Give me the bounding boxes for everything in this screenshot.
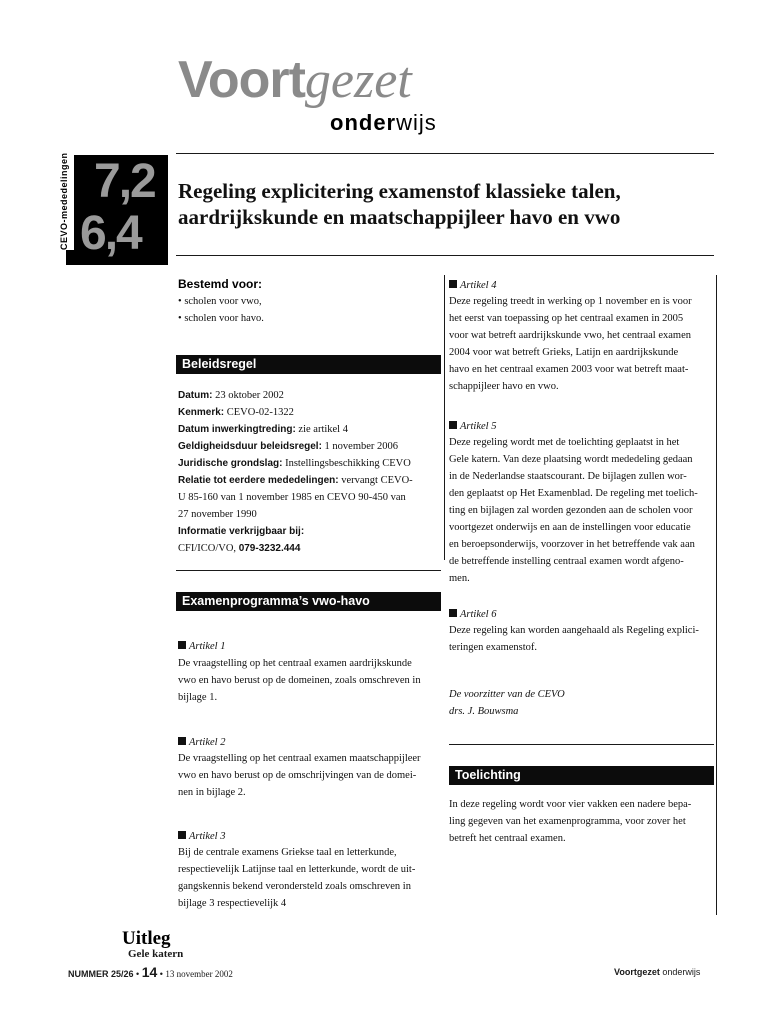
artikel-3-body: Bij de centrale examens Griekse taal en letterkunde, respectievelijk Latijnse taal en letterkunde, wordt de uit- gangskennis bekend verondersteld zoals omschreven in bijlage 3 respectievelijk 4 — [178, 847, 416, 909]
title-line-1: Regeling explicitering examenstof klassieke talen, — [178, 179, 621, 203]
page-number: 14 — [141, 964, 158, 980]
relatie-row-2: U 85-160 van 1 november 1985 en CEVO 90-450 van — [178, 492, 406, 503]
top-rule — [176, 153, 714, 154]
artikel-4-body: Deze regeling treedt in werking op 1 november en is voor het eerst van toepassing op het centraal examen in 2005 voor wat betreft aardrijkskunde vwo, het centraal examen 2004 voor wat betreft Grieks, Latijn en aardrijkskunde havo en het centraal examen 2003 voor wat betreft maat- schappijleer havo en vwo. — [449, 296, 692, 392]
square-bullet-icon — [449, 609, 457, 617]
masthead-gezet: gezet — [304, 52, 412, 109]
masthead-wijs: wijs — [396, 110, 437, 135]
square-bullet-icon — [449, 280, 457, 288]
info-row: CFI/ICO/VO, 079-3232.444 — [178, 543, 301, 554]
square-bullet-icon — [449, 421, 457, 429]
right-edge-rule — [716, 275, 717, 915]
footer-issue: NUMMER 25/26 • 14 • 13 november 2002 — [68, 964, 233, 980]
relatie-row: Relatie tot eerdere mededelingen: vervangt CEVO- — [178, 475, 413, 486]
toelichting-heading: Toelichting — [449, 766, 714, 785]
artikel-2-body: De vraagstelling op het centraal examen maatschappijleer vwo en havo berust op de omschrijvingen van de domei- nen in bijlage 2. — [178, 753, 421, 798]
artikel-1-title: Artikel 1 — [178, 638, 225, 655]
square-bullet-icon — [178, 641, 186, 649]
bestemd-item: • scholen voor havo. — [178, 313, 264, 324]
artikel-6-title: Artikel 6 — [449, 606, 496, 623]
kenmerk-row: Kenmerk: CEVO-02-1322 — [178, 407, 294, 418]
bestemd-list — [178, 293, 264, 327]
artikel-1-body: De vraagstelling op het centraal examen aardrijkskunde vwo en havo berust op de domeinen, zoals omschreven in bijlage 1. — [178, 658, 421, 703]
artikel-6-body: Deze regeling kan worden aangehaald als Regeling explici- teringen examenstof. — [449, 625, 699, 653]
side-tag-label: CEVO-mededelingen — [54, 146, 74, 250]
signature-name: drs. J. Bouwsma — [449, 706, 519, 717]
signature-role: De voorzitter van de CEVO — [449, 689, 565, 700]
artikel-2-title: Artikel 2 — [178, 734, 225, 751]
masthead-onder: onder — [330, 110, 397, 135]
artikel-5-title: Artikel 5 — [449, 418, 496, 435]
square-bullet-icon — [178, 831, 186, 839]
side-tag-number-2: 6,4 — [80, 207, 141, 260]
footer-date: 13 november 2002 — [165, 969, 233, 979]
artikel-4-title: Artikel 4 — [449, 277, 496, 294]
footer-publication: Voortgezet onderwijs — [614, 967, 701, 977]
inwerking-row: Datum inwerkingtreding: zie artikel 4 — [178, 424, 348, 435]
geldig-row: Geldigheidsduur beleidsregel: 1 november 2006 — [178, 441, 399, 452]
masthead-subtitle — [330, 110, 437, 136]
title-bottom-rule — [176, 255, 714, 256]
juridisch-row: Juridische grondslag: Instellingsbeschikking CEVO — [178, 458, 411, 469]
datum-row: Datum: 23 oktober 2002 — [178, 390, 284, 401]
footer-nummer: NUMMER 25/26 — [68, 969, 134, 979]
bestemd-item: • scholen voor vwo, — [178, 296, 262, 307]
beleidsregel-heading: Beleidsregel — [176, 355, 441, 374]
info-label: Informatie verkrijgbaar bij: — [178, 526, 305, 537]
artikel-5-body: Deze regeling wordt met de toelichting geplaatst in het Gele katern. Van deze plaatsing wordt mededeling gedaan in de Nederlandse staatscourant. De bijlagen zullen wor- den geplaatst op Het Examenblad. De regeling met toelich- ting en bijlagen zal worden gezonden aan de scholen voor voortgezet onderwijs en aan de instellingen voor educatie en beroepsonderwijs, voorzover in het betreffende vak aan de betreffende instelling centraal examen wordt afgeno- men. — [449, 437, 698, 584]
title-line-2: aardrijkskunde en maatschappijleer havo en vwo — [178, 205, 621, 229]
masthead-voort: Voort — [178, 51, 305, 109]
uitleg-logo: Uitleg — [122, 928, 171, 949]
toelichting-body: In deze regeling wordt voor vier vakken een nadere bepa- ling gegeven van het examenprogramma, voor zover het betreft het centraal examen. — [449, 799, 692, 844]
beleidsregel-details — [178, 387, 448, 557]
relatie-row-3: 27 november 1990 — [178, 509, 257, 520]
masthead-title — [178, 50, 412, 111]
examen-heading: Examenprogramma’s vwo-havo — [176, 592, 441, 611]
square-bullet-icon — [178, 737, 186, 745]
info-phone: 079-3232.444 — [238, 543, 301, 554]
side-tag-number-1: 7,2 — [94, 155, 155, 208]
bestemd-heading: Bestemd voor: — [178, 277, 263, 291]
column-divider — [444, 275, 445, 560]
signature-block — [449, 686, 565, 720]
artikel-3-title: Artikel 3 — [178, 828, 225, 845]
gele-katern-label: Gele katern — [128, 948, 184, 960]
page-title — [178, 178, 718, 230]
left-section-rule — [176, 570, 441, 571]
right-section-rule — [449, 744, 714, 745]
